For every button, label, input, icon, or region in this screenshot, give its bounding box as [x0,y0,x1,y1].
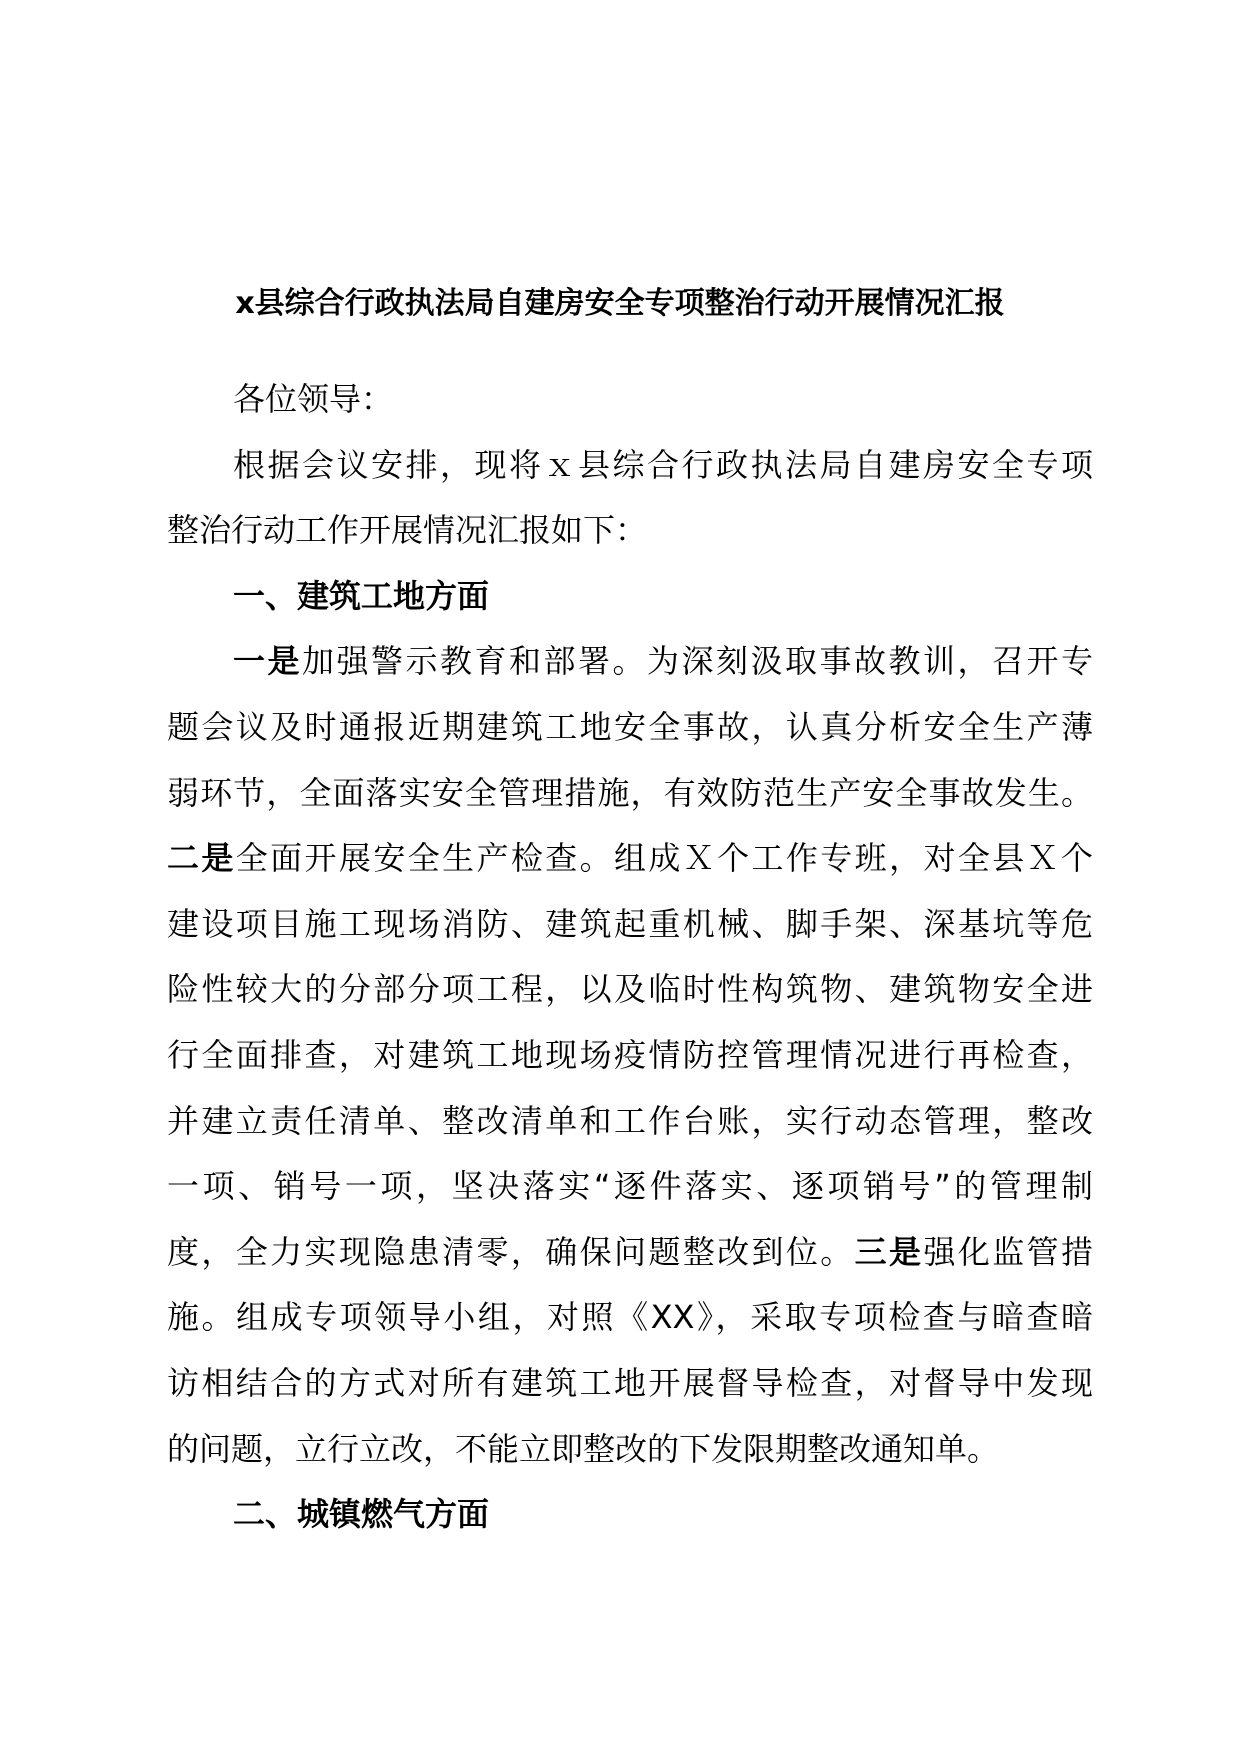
section-heading-2: 二、城镇燃气方面 [233,1495,490,1534]
body-line: 建设项目施工现场消防、建筑起重机械、脚手架、深基坑等危 [167,904,1093,943]
body-text: 度，全力实现隐患清零，确保问题整改到位。 [167,1232,855,1271]
body-text: 强化监管措 [923,1232,1093,1271]
body-line [167,629,1093,695]
body-line: 险性较大的分部分项工程，以及临时性构筑物、建筑物安全进 [167,970,1093,1009]
point-lead: 二是 [167,839,236,878]
salutation: 各位领导： [233,380,394,418]
point-lead: 一是 [233,642,302,681]
body-line [167,1220,1093,1286]
document-body [167,367,1093,1548]
intro-line: 整治行动工作开展情况汇报如下： [167,511,648,550]
body-text: 全面开展安全生产检查。组成Ｘ个工作专班，对全县Ｘ个 [235,839,1093,878]
intro-line: 根据会议安排，现将ｘ县综合行政执法局自建房安全专项 [233,445,1093,484]
body-line [167,826,1093,892]
body-line: 弱环节，全面落实安全管理措施，有效防范生产安全事故发生。 [167,773,1093,812]
body-line: 并建立责任清单、整改清单和工作台账，实行动态管理，整改 [167,1101,1093,1140]
body-line: 一项、销号一项，坚决落实“逐件落实、逐项销号”的管理制 [167,1167,1093,1206]
section-heading-1: 一、建筑工地方面 [233,576,490,615]
document-title: x县综合行政执法局自建房安全专项整治行动开展情况汇报 [235,286,1005,321]
body-line: 施。组成专项领导小组，对照《XX》，采取专项检查与暗查暗 [167,1298,1093,1337]
body-text: 加强警示教育和部署。为深刻汲取事故教训，召开专 [302,642,1093,681]
body-line: 行全面排查，对建筑工地现场疫情防控管理情况进行再检查， [167,1035,1093,1074]
body-line: 访相结合的方式对所有建筑工地开展督导检查，对督导中发现 [167,1363,1093,1402]
point-lead: 三是 [854,1232,924,1271]
body-line: 题会议及时通报近期建筑工地安全事故，认真分析安全生产薄 [167,707,1093,746]
body-line: 的问题，立行立改，不能立即整改的下发限期整改通知单。 [167,1429,1000,1468]
